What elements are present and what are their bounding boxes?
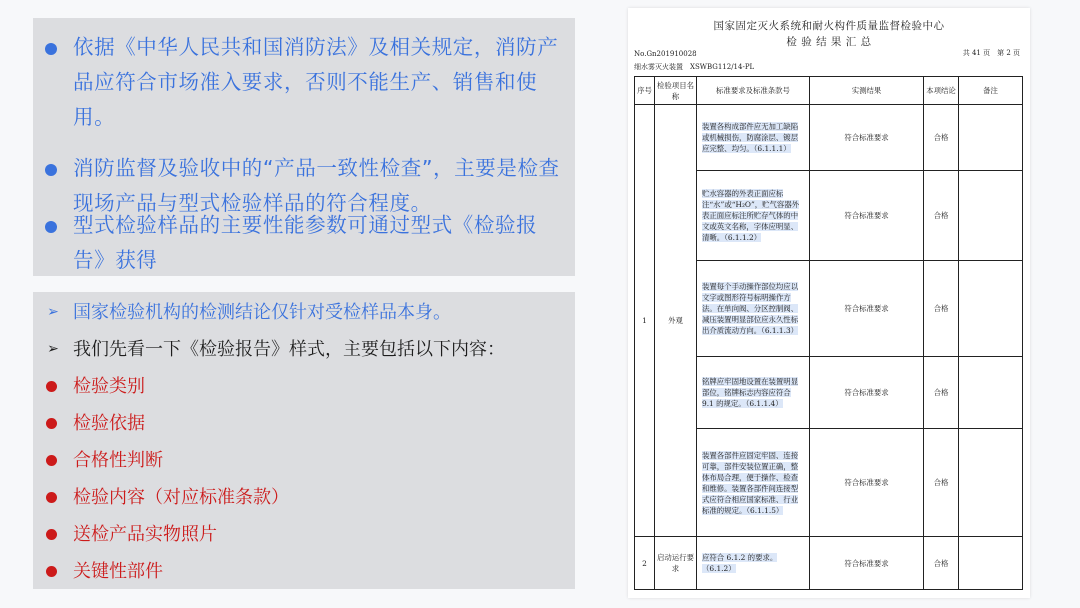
list-item: [43, 294, 563, 331]
remarks-cell: [959, 537, 1023, 590]
conclusion-cell: 合格: [924, 537, 959, 590]
header-remarks: 备注: [959, 77, 1023, 105]
list-item-text: 合格性判断: [73, 450, 163, 471]
list-item-text: 我们先看一下《检验报告》样式，主要包括以下内容：: [73, 339, 505, 360]
conclusion-cell: 合格: [924, 105, 959, 171]
list-item: [43, 442, 563, 479]
key-points-panel: [33, 18, 575, 276]
list-item-text: 国家检验机构的检测结论仅针对受检样品本身。: [73, 302, 451, 323]
remarks-cell: [959, 261, 1023, 357]
list-item: [43, 553, 563, 590]
red-dot-icon: [46, 381, 57, 392]
red-dot-icon: [46, 566, 57, 577]
criterion-highlight: 装置各构成部件应无加工缺陷或机械损伤，防腐涂层、镀层应完整、均匀。（6.1.1.1）: [702, 122, 799, 153]
conclusion-cell: 合格: [924, 171, 959, 261]
remarks-cell: [959, 429, 1023, 537]
row-item: 启动运行要求: [655, 537, 697, 590]
remarks-cell: [959, 357, 1023, 429]
bullet-dot-icon: [45, 43, 57, 55]
bullet-item: [45, 30, 565, 135]
header-item: 检验项目名称: [655, 77, 697, 105]
row-seq: 2: [635, 537, 655, 590]
list-item: [43, 368, 563, 405]
header-conclusion: 本项结论: [924, 77, 959, 105]
bullet-text: 型式检验样品的主要性能参数可通过型式《检验报告》获得: [73, 213, 538, 272]
result-cell: 符合标准要求: [810, 357, 924, 429]
criterion-highlight: 应符合 6.1.2 的要求。（6.1.2）: [702, 553, 778, 573]
result-cell: 符合标准要求: [810, 105, 924, 171]
criterion-text: [697, 429, 810, 537]
report-doc-title: 检 验 结 果 汇 总: [786, 36, 872, 48]
row-item: 外观: [655, 105, 697, 537]
criterion-text: [697, 537, 810, 590]
conclusion-cell: 合格: [924, 429, 959, 537]
criterion-text: [697, 105, 810, 171]
arrow-bullet-icon: ➢: [47, 341, 59, 357]
remarks-cell: [959, 105, 1023, 171]
list-item-text: 关键性部件: [73, 561, 163, 582]
header-seq: 序号: [635, 77, 655, 105]
bullet-text: 消防监督及验收中的“产品一致性检查”，主要是检查现场产品与型式检验样品的符合程度。: [73, 156, 560, 215]
table-row: [635, 537, 1023, 590]
header-standard: 标准要求及标准条款号: [697, 77, 810, 105]
header-result: 实测结果: [810, 77, 924, 105]
red-dot-icon: [46, 529, 57, 540]
result-cell: 符合标准要求: [810, 537, 924, 590]
arrow-bullet-icon: ➢: [47, 304, 59, 320]
criterion-text: [697, 357, 810, 429]
report-product-name: 细水雾灭火装置 XSWBG112/14-PL: [634, 63, 755, 71]
report-org-title: 国家固定灭火系统和耐火构件质量监督检验中心: [713, 20, 945, 32]
report-page-count: 共 41 页 第 2 页: [962, 49, 1020, 57]
bullet-dot-icon: [45, 164, 57, 176]
bullet-text: 依据《中华人民共和国消防法》及相关规定，消防产品应符合市场准入要求，否则不能生产、销售和使用。: [73, 35, 559, 129]
remarks-cell: [959, 171, 1023, 261]
list-item: [43, 331, 563, 368]
red-dot-icon: [46, 492, 57, 503]
criterion-text: [697, 261, 810, 357]
list-item: [43, 516, 563, 553]
conclusion-cell: 合格: [924, 261, 959, 357]
list-item-text: 检验内容（对应标准条款）: [73, 487, 289, 508]
conclusion-cell: 合格: [924, 357, 959, 429]
result-cell: 符合标准要求: [810, 261, 924, 357]
criterion-highlight: 装置各部件应固定牢固、连接可靠，部件安装位置正确，整体布局合理，便于操作、检查和维修。装置各部件间连接型式应符合相应国家标准、行业标准的规定。（6.1.1.5）: [702, 450, 799, 515]
criterion-highlight: 装置每个手动操作部位均应以文字或图形符号标明操作方法。在单向阀、分区控制阀、减压装置明显部位应永久性标出介质流动方向。（6.1.1.3）: [702, 282, 799, 335]
row-seq: 1: [635, 105, 655, 537]
bullet-item: [45, 208, 565, 278]
inspection-report-scan: [628, 8, 1030, 598]
table-row: [635, 105, 1023, 171]
bullet-dot-icon: [45, 221, 57, 233]
criterion-text: [697, 171, 810, 261]
list-item: [43, 479, 563, 516]
list-item-text: 检验依据: [73, 413, 145, 434]
result-cell: 符合标准要求: [810, 429, 924, 537]
result-cell: 符合标准要求: [810, 171, 924, 261]
report-contents-panel: [33, 292, 575, 589]
list-item: [43, 405, 563, 442]
list-item-text: 检验类别: [73, 376, 145, 397]
red-dot-icon: [46, 418, 57, 429]
results-summary-table: [634, 76, 1023, 590]
red-dot-icon: [46, 455, 57, 466]
criterion-highlight: 贮水容器的外表正面应标注“水”或“H₂O”，贮气容器外表正面应标注所贮存气体的中文或英文名称，字体应明显、清晰。（6.1.1.2）: [702, 189, 800, 242]
report-number: No.Gn201910028: [634, 50, 697, 58]
criterion-highlight: 铭牌应牢固地设置在装置明显部位，铭牌标志内容应符合 9.1 的规定。（6.1.1.4）: [702, 377, 799, 408]
list-item-text: 送检产品实物照片: [73, 524, 217, 545]
table-header-row: [635, 77, 1023, 105]
